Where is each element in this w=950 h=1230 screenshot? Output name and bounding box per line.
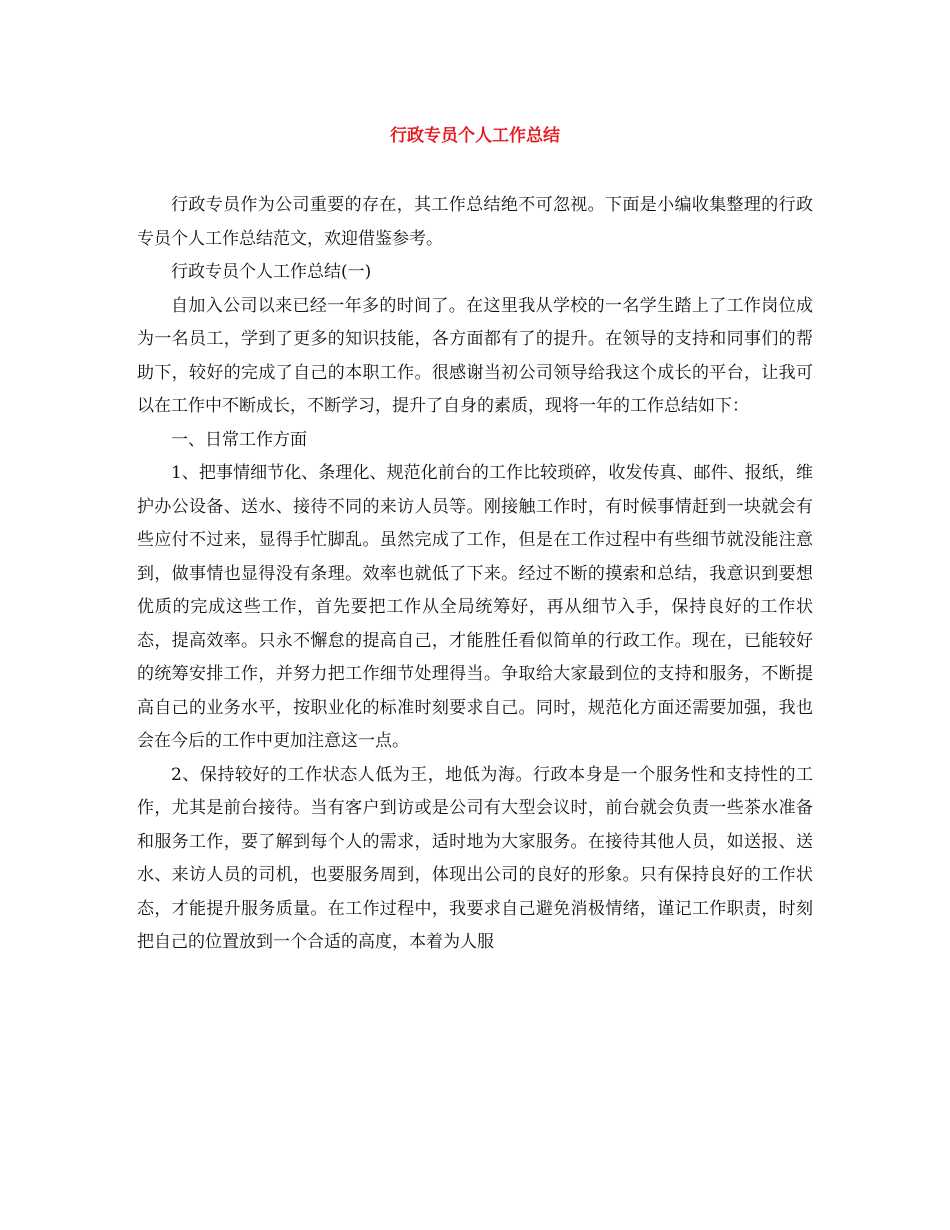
document-title: 行政专员个人工作总结 — [390, 126, 560, 146]
document-body — [137, 189, 813, 960]
paragraph-intro: 行政专员作为公司重要的存在，其工作总结绝不可忽视。下面是小编收集整理的行政专员个人工作总结范文，欢迎借鉴参考。 — [137, 195, 813, 249]
paragraph-opening: 自加入公司以来已经一年多的时间了。在这里我从学校的一名学生踏上了工作岗位成为一名员工，学到了更多的知识技能，各方面都有了的提升。在领导的支持和同事们的帮助下，较好的完成了自己的本职工作。很感谢当初公司领导给我这个成长的平台，让我可以在工作中不断成长，不断学习，提升了自身的素质，现将一年的工作总结如下： — [137, 295, 813, 416]
paragraph-subheading-daily-work: 一、日常工作方面 — [171, 429, 307, 450]
paragraph-item-1: 1、把事情细节化、条理化、规范化前台的工作比较琐碎，收发传真、邮件、报纸，维护办公设备、送水、接待不同的来访人员等。刚接触工作时，有时候事情赶到一块就会有些应付不过来，显得手忙脚乱。虽然完成了工作，但是在工作过程中有些细节就没能注意到，做事情也显得没有条理。效率也就低了下来。经过不断的摸索和总结，我意识到要想优质的完成这些工作，首先要把工作从全局统筹好，再从细节入手，保持良好的工作状态，提高效率。只永不懈怠的提高自己，才能胜任看似简单的行政工作。现在，已能较好的统筹安排工作，并努力把工作细节处理得当。争取给大家最到位的支持和服务，不断提高自己的业务水平，按职业化的标准时刻要求自己。同时，规范化方面还需要加强，我也会在今后的工作中更加注意这一点。 — [137, 463, 813, 751]
paragraph-item-2: 2、保持较好的工作状态人低为王，地低为海。行政本身是一个服务性和支持性的工作，尤其是前台接待。当有客户到访或是公司有大型会议时，前台就会负责一些茶水准备和服务工作，要了解到每个人的需求，适时地为大家服务。在接待其他人员，如送报、送水、来访人员的司机，也要服务周到，体现出公司的良好的形象。只有保持良好的工作状态，才能提升服务质量。在工作过程中，我要求自己避免消极情绪，谨记工作职责，时刻把自己的位置放到一个合适的高度，本着为人服 — [137, 764, 813, 952]
paragraph-section-heading: 行政专员个人工作总结(一) — [171, 262, 372, 282]
